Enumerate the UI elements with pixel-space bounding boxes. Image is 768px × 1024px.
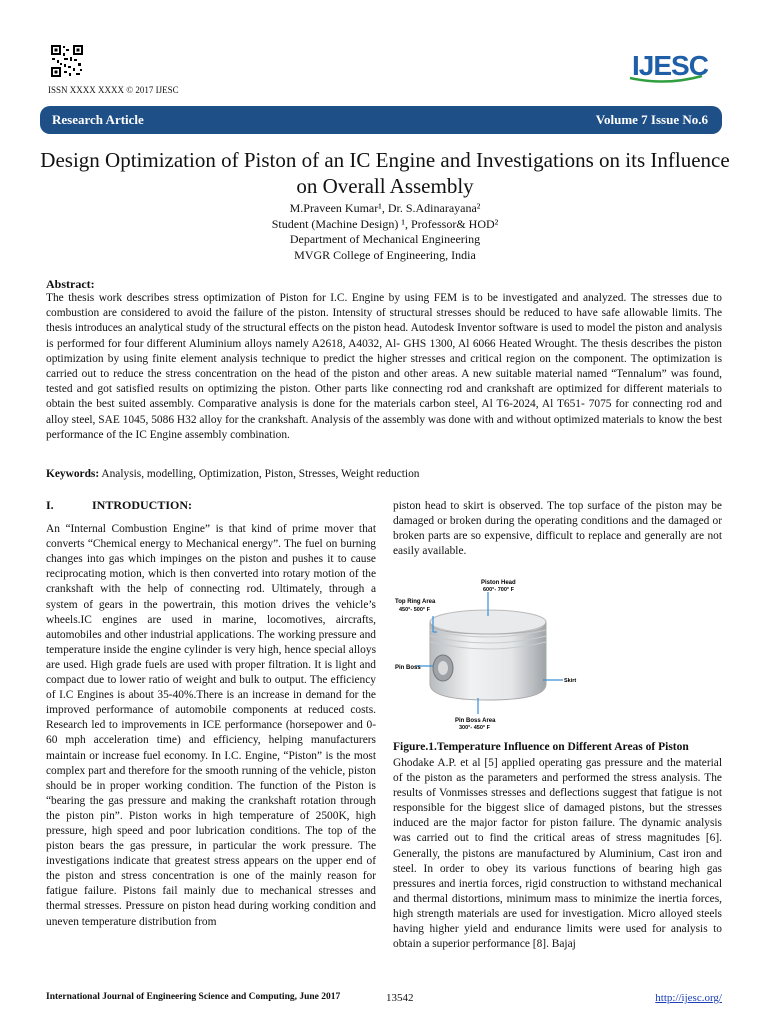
label-pin-boss-area: Pin Boss Area bbox=[455, 718, 496, 724]
journal-url-link[interactable]: http://ijesc.org/ bbox=[655, 992, 722, 1004]
keywords bbox=[46, 468, 419, 480]
label-top-ring-area: Top Ring Area bbox=[395, 599, 436, 605]
qr-code-icon bbox=[50, 44, 84, 78]
right-column-top-text: piston head to skirt is observed. The top surface of the piston may be damaged or broken during the operating conditions and the damaged or broken parts are so expensive, difficult to replace and generally are not easily available. bbox=[393, 500, 722, 558]
author-roles: Student (Machine Design) ¹, Professor& HOD² bbox=[271, 216, 499, 231]
abstract-text: The thesis work describes stress optimization of Piston for I.C. Engine by using FEM is to be investigated and analyzed. The stresses due to combustion are considered to avoid the failure of the piston. Intensity of structural stresses should be reduced to have safe allowable limits. The thesis introduces an analytical study of the structural effects on the piston head. Autodesk Inventor software is used to model the piston and analysis is performed for four different Aluminium alloys namely A2618, A4032, Al- GHS 1300, Al 6066 Heated Wrought. The thesis describes the piston optimization by using finite element analysis technique to predict the higher stresses and critical region on the component. The optimization is carried out to reduce the stress concentration on the head of the piston and other areas. A new suitable material named “Tennalum” was found, tested and got satisfied results on optimizing the piston. Other parts like connecting rod and crankshaft are optimized for different materials to obtain the best suited assembly. Comparative analysis is done for the materials carbon steel, Al T6-2024, Al T651- 7075 for connecting rod and alloy steel, SAE 1045, 5086 H32 alloy for the crankshaft. Analysis of the assembly was done with and without optimized materials to know the best performance of the IC Engine assembly combination. bbox=[46, 292, 722, 441]
logo-swoosh-icon bbox=[628, 74, 704, 84]
intro-text: An “Internal Combustion Engine” is that kind of prime mover that converts “Chemical energy to Mechanical energy”. The fuel on burning changes into gas which impinges on the piston and pushes it to cause reciprocating motion, which is then converted into rotary motion of the crankshaft with the help of connecting rod. Ultimately, through a system of gears in the powertrain, this motion drives the vehicle’s wheels.IC engines are used in marine, locomotives, aircrafts, automobiles and other industrial applications. The working pressure and temperature inside the engine cylinder is very high, hence special alloys are used. High grade fuels are used with proper filtration. It is light and compact due to lower ratio of weight and bulk to output. The efficiency of I.C Engines is about 35-40%.There is an increase in demand for the improved performance of automobile components at reduced costs. Research led to improvements in ICE performance (horsepower and 0-60 mph acceleration time) and efficiency, helping manufacturers maintain or increase fuel economy. In I.C. Engine, “Piston” is the most complex part and therefore for the smooth running of the vehicle, piston should be in proper working condition. The function of the Piston is “bearing the gas pressure and making the crankshaft rotation through the piston pin”. Piston works in high temperature of 2500K, high pressure, high speed and poor lubrication conditions. The top of the piston bears the gas pressure, in particular the work pressure. The investigations indicate that greatest stress appears on the upper end of the piston and stress concentration is one of the mainly reason for fatigue failure. Pistons fail mainly due to mechanical stresses and thermal stresses. Pressure on piston head during working condition and uneven temperature distribution from bbox=[46, 523, 376, 928]
keywords-label: Keywords: bbox=[46, 468, 100, 480]
author-department: Department of Mechanical Engineering bbox=[289, 232, 481, 246]
section-number: I. bbox=[46, 498, 54, 512]
right-column-bottom-text: Ghodake A.P. et al [5] applied operating gas pressure and the material of the piston as the parameters and performed the stress analysis. The results of Vonmisses stresses and deflections suggest that fatigue is not responsible for the biggest slice of damaged pistons, but the stresses induced are the major factor for piston failure. The dynamic analysis was carried out to find the critical areas of stress magnitudes [6]. Generally, the pistons are manufactured by Aluminium, Cast iron and steel. In order to obey its various functions of bearing high gas pressures and inertia forces, rigid construction to withstand mechanical and thermal distortions, minimum mass to minimize the inertia forces, high strength materials are used for investigation. Micro alloyed steels having higher yield and endurance limits were used for analysis to obtain a superior performance [8]. Bajaj bbox=[393, 757, 722, 951]
section-heading bbox=[46, 498, 376, 513]
author-names: M.Praveen Kumar¹, Dr. S.Adinarayana² bbox=[289, 201, 481, 215]
label-skirt: Skirt bbox=[564, 678, 577, 684]
label-pin-boss: Pin Boss bbox=[395, 665, 421, 671]
figure-caption: Figure.1.Temperature Influence on Different Areas of Piston bbox=[393, 741, 689, 753]
abstract-heading: Abstract: bbox=[46, 277, 95, 291]
volume-issue: Volume 7 Issue No.6 bbox=[595, 112, 708, 127]
section-title: INTRODUCTION: bbox=[92, 498, 193, 512]
page-number: 13542 bbox=[386, 992, 414, 1004]
journal-logo: IJESC bbox=[632, 50, 708, 81]
label-top-ring-temp: 450°- 500° F bbox=[399, 607, 430, 613]
article-type: Research Article bbox=[52, 112, 144, 127]
author-institution: MVGR College of Engineering, India bbox=[294, 247, 476, 262]
author-block bbox=[40, 201, 730, 263]
intro-column bbox=[46, 498, 376, 930]
label-piston-head: Piston Head bbox=[481, 580, 516, 586]
label-pin-boss-area-temp: 300°- 450° F bbox=[459, 725, 490, 731]
issn-text: ISSN XXXX XXXX © 2017 IJESC bbox=[48, 85, 179, 95]
piston-figure bbox=[393, 576, 577, 736]
footer-journal: International Journal of Engineering Science and Computing, June 2017 bbox=[46, 992, 341, 1002]
label-piston-head-temp: 600°- 700° F bbox=[483, 587, 514, 593]
article-banner bbox=[40, 106, 722, 134]
paper-title: Design Optimization of Piston of an IC Engine and Investigations on its Influence on Overall Assembly bbox=[40, 148, 730, 198]
keywords-text: Analysis, modelling, Optimization, Piston, Stresses, Weight reduction bbox=[99, 468, 420, 480]
